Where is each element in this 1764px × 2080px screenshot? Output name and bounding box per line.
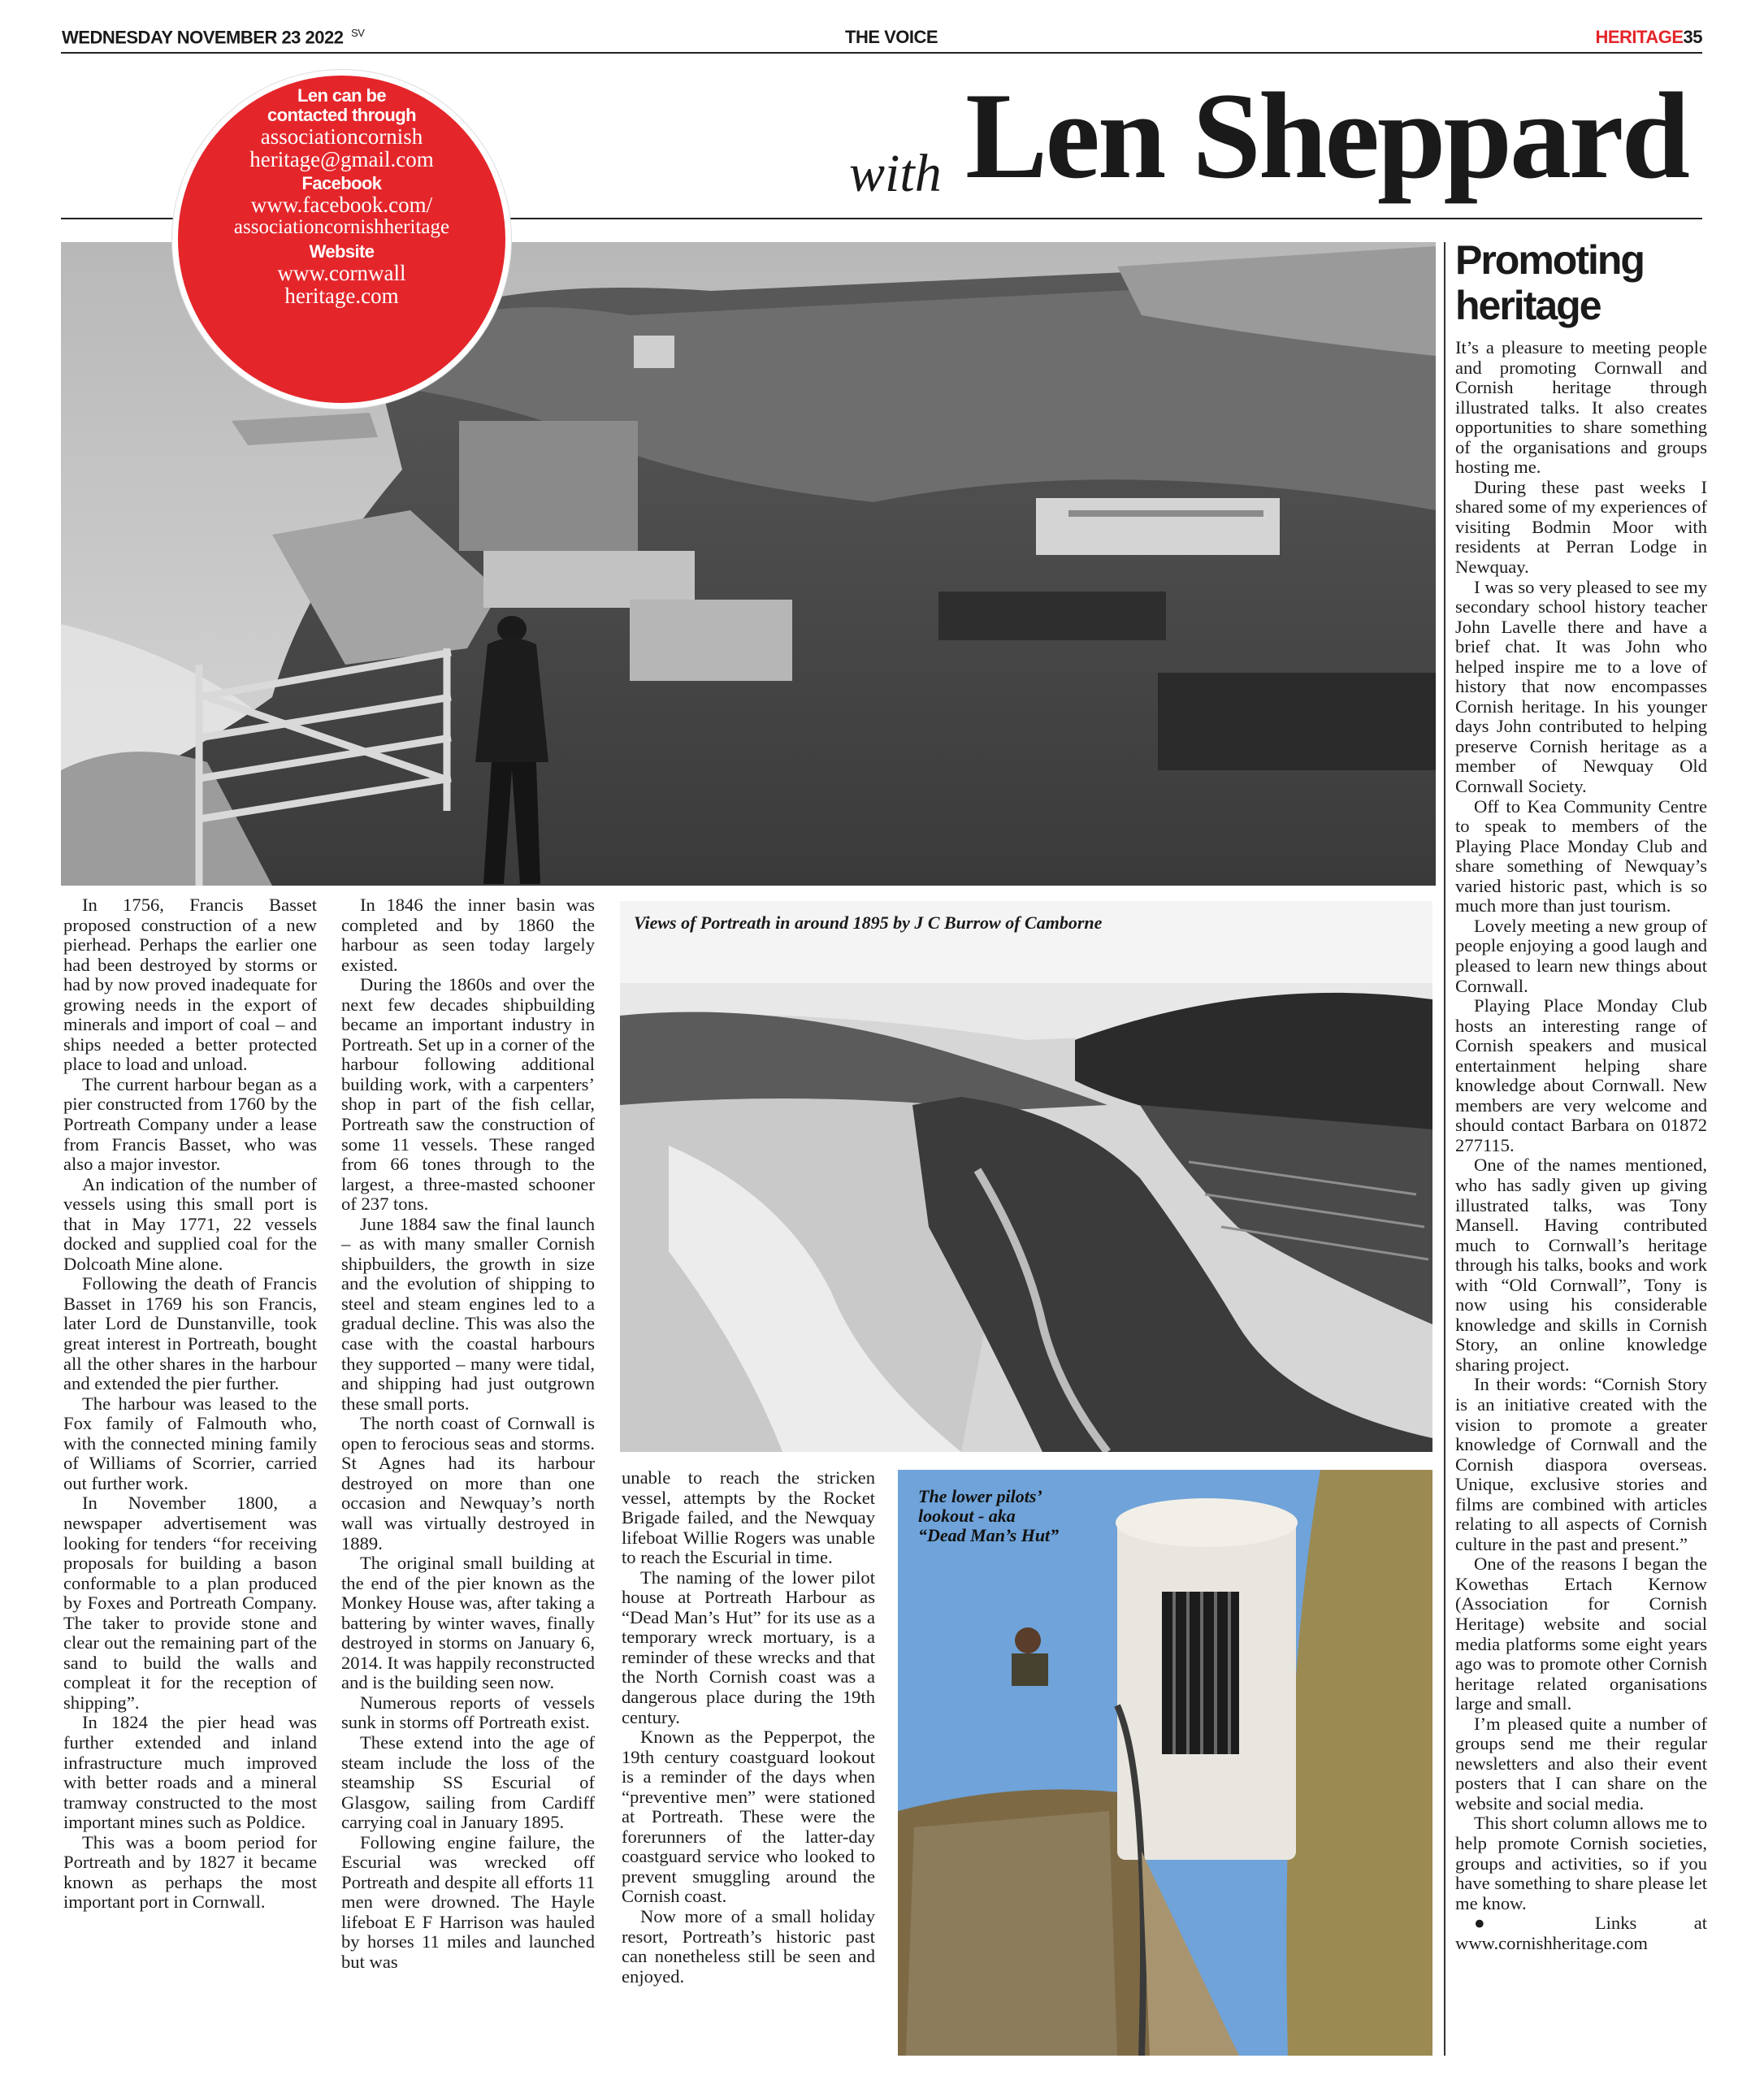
sidebar-paragraph: One of the names mentioned, who has sadly given up giving illustrated talks, was Tony Mansell. Having contributed much to Cornwall’s heritage through his talks, books and work with “Old Cornwall”, Tony is now using his considerable knowledge and skills in Cornish Story, an online knowledge sharing project. — [1455, 1155, 1707, 1375]
article-paragraph: Following engine failure, the Escurial was wrecked off Portreath and despite all efforts 11 men were drowned. The Hayle lifeboat E F Harrison was hauled by horses 11 miles and launched but was — [341, 1831, 595, 1972]
article-column-1 — [63, 895, 317, 1913]
article-paragraph: The original small building at the end of the pier known as the Monkey House was, after taking a battering by winter waves, finally destroyed in storms on January 6, 2014. It was happily reconstructed and is the building seen now. — [341, 1553, 595, 1693]
article-paragraph: In 1756, Francis Basset proposed construction of a new pierhead. Perhaps the earlier one had been destroyed by storms or had by now proved inadequate for growing needs in the export of minerals and import of coal – and ships needed a better protected place to load and unload. — [63, 895, 317, 1075]
lookout-caption-line-1: The lower pilots’ — [918, 1486, 1042, 1506]
folio-date — [62, 27, 364, 48]
sidebar-title-line-1: Promoting — [1455, 237, 1644, 283]
article-paragraph: In November 1800, a newspaper advertisement was looking for tenders “for receiving proposals for building a bason conformable to a plan produced by Foxes and Portreath Company. The taker to provide stone and clear out the remaining part of the sand to build the walls and compleat it for the reception of shipping”. — [63, 1493, 317, 1713]
article-paragraph: In 1824 the pier head was further extended and inland infrastructure much improved with better roads and a mineral tramway constructed to the most important mines such as Poldice. — [63, 1712, 317, 1833]
sidebar-paragraph: Playing Place Monday Club hosts an interesting range of Cornish speakers and musical entertainment helping share knowledge about Cornwall. New members are very welcome and should contact Barbara on 01872 277115. — [1455, 995, 1707, 1155]
section-name: HERITAGE — [1595, 27, 1684, 47]
contact-website-label: Website — [309, 241, 375, 262]
article-column-3 — [622, 1468, 875, 1987]
article-paragraph: Known as the Pepperpot, the 19th century coastguard lookout is a reminder of the days when “preventive men” were stationed at Portreath. These were the forerunners of the latter-day coastguard service who looked to prevent smuggling around the Cornish coast. — [622, 1727, 875, 1907]
sidebar-paragraph: One of the reasons I began the Kowethas Ertach Kernow (Association for Cornish Heritage) website and social media platforms some eight years ago was to promote other Cornish heritage related organisations large and small. — [1455, 1554, 1707, 1714]
sidebar-paragraph: Lovely meeting a new group of people enjoying a good laugh and pleased to learn new things about Cornwall. — [1455, 915, 1707, 996]
article-paragraph: Numerous reports of vessels sunk in storms off Portreath exist. — [341, 1692, 595, 1733]
article-paragraph: Following the death of Francis Basset in 1769 his son Francis, later Lord de Dunstanville, took great interest in Portreath, bought all the other shares in the harbour and extended the pier further. — [63, 1273, 317, 1394]
contact-website-2[interactable]: heritage.com — [284, 284, 399, 308]
sidebar-paragraph: During these past weeks I shared some of my experiences of visiting Bodmin Moor with residents at Perran Lodge in Newquay. — [1455, 476, 1707, 578]
contact-facebook-1[interactable]: www.facebook.com/ — [250, 193, 433, 217]
masthead-with: with — [849, 144, 942, 203]
lookout-photo — [898, 1470, 1432, 2056]
article-paragraph: June 1884 saw the final launch – as with many smaller Cornish shipbuilders, the growth in size and the evolution of shipping to steel and steam engines led to a gradual decline. This was also the case with the coastal harbours they supported – many were tidal, and shipping had just outgrown these small ports. — [341, 1213, 595, 1414]
sidebar-links[interactable]: ● Links at www.cornishheritage.com — [1455, 1913, 1707, 1953]
article-paragraph: The current harbour began as a pier constructed from 1760 by the Portreath Company under a lease from Francis Basset, who was also a major investor. — [63, 1073, 317, 1175]
article-paragraph: During the 1860s and over the next few decades shipbuilding became an important industry in Portreath. Set up in a corner of the harbour following additional building work, with a carpenters’ shop in part of the fish cellar, Portreath saw the construction of some 11 vessels. These ranged from 66 tones through to the largest, a three-masted schooner of 237 tons. — [341, 974, 595, 1215]
contact-intro-2: contacted through — [267, 105, 416, 125]
article-paragraph: The north coast of Cornwall is open to ferocious seas and storms. St Agnes had its harbour destroyed on more than one occasion and Newquay’s north wall was virtually destroyed in 1889. — [341, 1413, 595, 1554]
folio-section — [1595, 27, 1702, 48]
beach-photo — [620, 983, 1432, 1452]
sidebar-title — [1455, 237, 1644, 328]
sidebar-paragraph: I’m pleased quite a number of groups send me their regular newsletters and also their event posters that I can share on the website and social media. — [1455, 1713, 1707, 1814]
masthead-name: Len Sheppard — [965, 67, 1688, 204]
contact-facebook-label: Facebook — [301, 173, 382, 193]
article-column-2 — [341, 895, 595, 1973]
article-paragraph: An indication of the number of vessels using this small port is that in May 1771, 22 vessels docked and supplied coal for the Dolcoath Mine alone. — [63, 1173, 317, 1274]
article-paragraph: In 1846 the inner basin was completed and by 1860 the harbour as seen today largely existed. — [341, 895, 595, 975]
sidebar-title-line-2: heritage — [1455, 283, 1601, 328]
sidebar-paragraph: It’s a pleasure to meeting people and promoting Cornwall and Cornish heritage through illustrated talks. It also creates opportunities to share something of the organisations and groups hosting me. — [1455, 337, 1707, 478]
views-caption: Views of Portreath in around 1895 by J C Burrow of Camborne — [634, 912, 1103, 933]
contact-facebook-2[interactable]: associationcornishheritage — [233, 216, 450, 238]
article-paragraph: unable to reach the stricken vessel, attempts by the Rocket Brigade failed, and the Newquay lifeboat Willie Rogers was unable to reach the Escurial in time. — [622, 1467, 875, 1568]
lookout-caption — [918, 1487, 1129, 1545]
folio-paper-name: THE VOICE — [845, 27, 938, 47]
sidebar-divider — [1444, 242, 1445, 2056]
date-text: WEDNESDAY NOVEMBER 23 2022 — [62, 27, 344, 48]
lookout-caption-line-2: lookout - aka — [918, 1506, 1016, 1526]
contact-email-2[interactable]: heritage@gmail.com — [249, 147, 434, 171]
article-paragraph: Now more of a small holiday resort, Portreath’s historic past can nonetheless still be seen and enjoyed. — [622, 1906, 875, 1987]
page-number: 35 — [1683, 27, 1702, 47]
sidebar-paragraph: In their words: “Cornish Story is an initiative created with the vision to promote a greater knowledge of Cornwall and the Cornish diaspora overseas. Unique, exclusive stories and films are combined with articles relating to all aspects of Cornish culture in the past and present.” — [1455, 1374, 1707, 1554]
contact-website-1[interactable]: www.cornwall — [277, 261, 406, 285]
sidebar-paragraph: This short column allows me to help promote Cornish societies, groups and activities, so if you have something to share please let me know. — [1455, 1813, 1707, 1913]
contact-badge — [172, 70, 511, 409]
article-paragraph: The harbour was leased to the Fox family of Falmouth who, with the connected mining family of Williams of Scorrier, carried out further work. — [63, 1393, 317, 1493]
sidebar-body — [1455, 338, 1707, 1953]
contact-intro-1: Len can be — [297, 85, 386, 106]
contact-email-1[interactable]: associationcornish — [260, 124, 423, 149]
header-rule — [61, 52, 1702, 54]
article-paragraph: These extend into the age of steam include the loss of the steamship SS Escurial of Glasgow, sailing from Cardiff carrying coal in January 1895. — [341, 1731, 595, 1833]
article-paragraph: The naming of the lower pilot house at Portreath Harbour as “Dead Man’s Hut” for its use as a temporary wreck mortuary, is a reminder of these wrecks and that the North Cornish coast was a dangerous place during the 19th century. — [622, 1566, 875, 1727]
sidebar-paragraph: I was so very pleased to see my secondary school history teacher John Lavelle there and have a brief chat. It was John who helped inspire me to a love of history that now encompasses Cornish heritage. In his younger days John contributed to helping preserve Cornish heritage as a member of Newquay Old Cornwall Society. — [1455, 576, 1707, 797]
masthead — [849, 63, 1706, 202]
lookout-caption-line-3: “Dead Man’s Hut” — [918, 1525, 1060, 1545]
sidebar-paragraph: Off to Kea Community Centre to speak to members of the Playing Place Monday Club and share something of Newquay’s varied historic past, which is so much more than just tourism. — [1455, 795, 1707, 916]
article-paragraph: This was a boom period for Portreath and by 1827 it became known as perhaps the most important port in Cornwall. — [63, 1831, 317, 1913]
edition-code: SV — [351, 27, 365, 39]
